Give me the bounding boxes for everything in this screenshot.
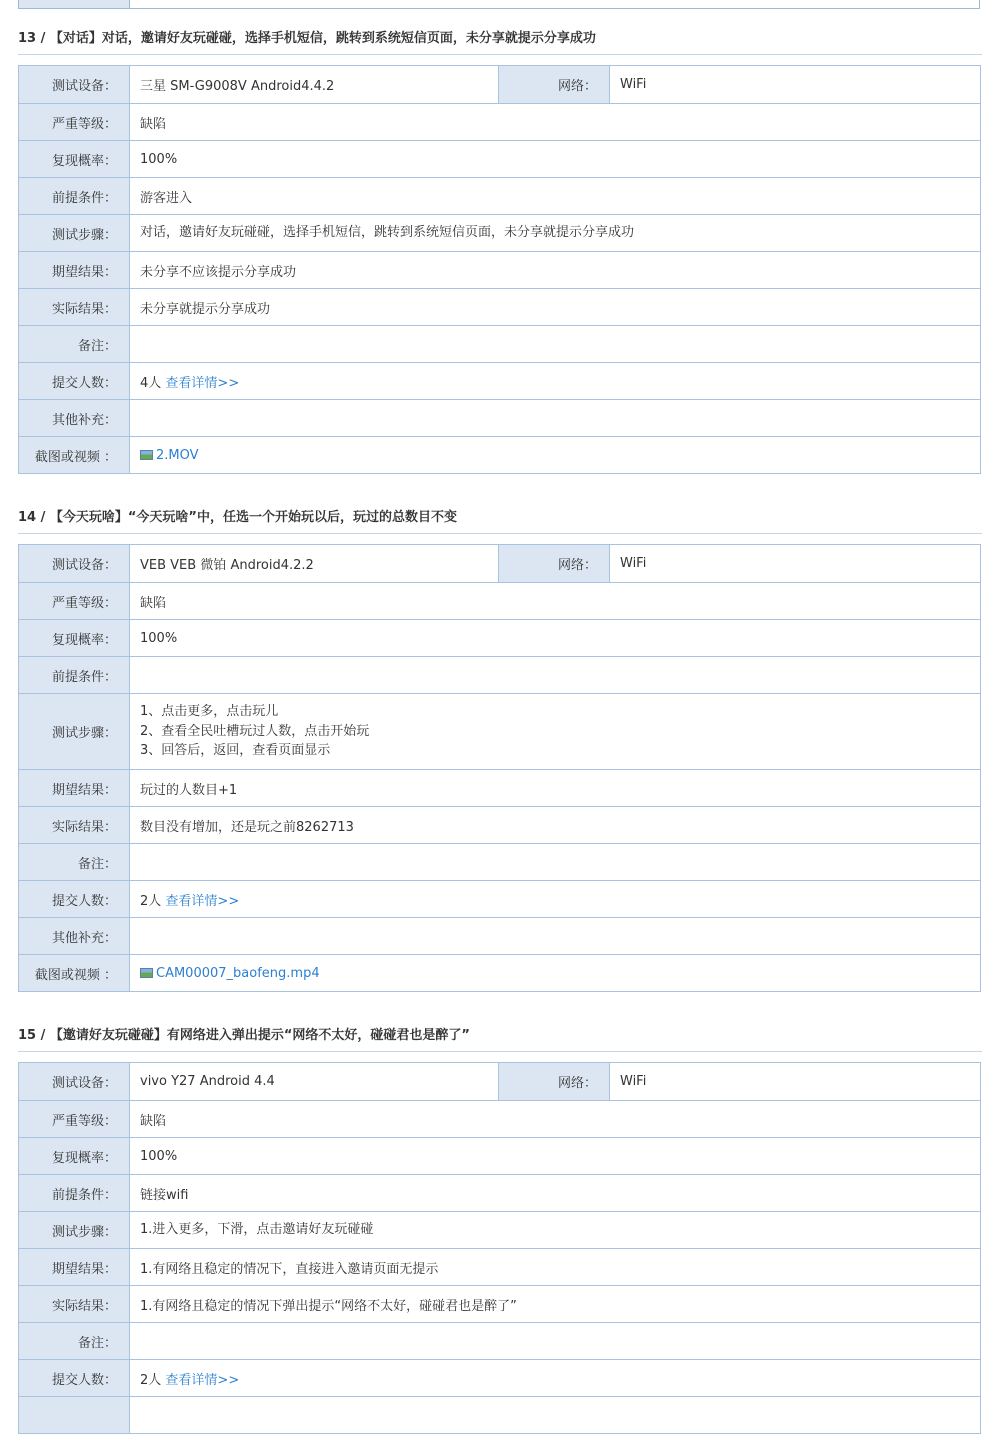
device-value: 三星 SM-G9008V Android4.4.2 — [130, 66, 499, 104]
reproduce-value: 100% — [130, 620, 981, 657]
expected-label: 期望结果： — [19, 252, 130, 289]
image-file-icon — [140, 450, 153, 460]
table-row — [19, 1101, 981, 1138]
steps-value — [130, 694, 981, 770]
actual-label: 实际结果： — [19, 807, 130, 844]
reproduce-value: 100% — [130, 141, 981, 178]
previous-issue-table-end — [18, 0, 980, 9]
step-line: 对话，邀请好友玩碰碰，选择手机短信，跳转到系统短信页面，未分享就提示分享成功 — [140, 225, 635, 241]
reproduce-value: 100% — [130, 1138, 981, 1175]
remark-label: 备注： — [19, 1323, 130, 1360]
reproduce-label: 复现概率： — [19, 620, 130, 657]
table-row — [19, 1397, 981, 1434]
table-row — [19, 363, 981, 400]
network-value: WiFi — [610, 1063, 981, 1101]
device-label: 测试设备： — [19, 1063, 130, 1101]
other-label: 其他补充： — [19, 400, 130, 437]
remark-label: 备注： — [19, 844, 130, 881]
severity-value: 缺陷 — [130, 583, 981, 620]
steps-value — [130, 215, 981, 252]
step-line: 2、查看全民吐槽玩过人数，点击开始玩 — [140, 723, 370, 739]
network-value: WiFi — [610, 66, 981, 104]
expected-label: 期望结果： — [19, 1249, 130, 1286]
table-row — [19, 807, 981, 844]
view-details-link[interactable]: 查看详情>> — [165, 1372, 240, 1388]
submitters-label: 提交人数： — [19, 1360, 130, 1397]
expected-value: 1.有网络且稳定的情况下，直接进入邀请页面无提示 — [130, 1249, 981, 1286]
actual-label: 实际结果： — [19, 1286, 130, 1323]
severity-value: 缺陷 — [130, 1101, 981, 1138]
submitters-cell — [130, 881, 981, 918]
other-label — [19, 1397, 130, 1434]
network-label: 网络： — [499, 1063, 610, 1101]
network-value: WiFi — [610, 545, 981, 583]
remark-value — [130, 326, 981, 363]
image-file-icon — [140, 968, 153, 978]
table-row — [19, 215, 981, 252]
media-cell — [130, 955, 981, 992]
submitters-count: 2人 — [140, 893, 162, 909]
submitters-label: 提交人数： — [19, 363, 130, 400]
other-value — [130, 400, 981, 437]
other-value — [130, 1397, 981, 1434]
precondition-label: 前提条件： — [19, 1175, 130, 1212]
table-row — [19, 104, 981, 141]
network-label: 网络： — [499, 66, 610, 104]
precondition-value: 游客进入 — [130, 178, 981, 215]
table-row — [19, 1063, 981, 1101]
table-row — [19, 400, 981, 437]
media-file-link[interactable]: 2.MOV — [156, 447, 199, 463]
device-value: VEB VEB 微铂 Android4.2.2 — [130, 545, 499, 583]
step-line: 1.进入更多，下滑，点击邀请好友玩碰碰 — [140, 1222, 374, 1238]
remark-value — [130, 844, 981, 881]
table-row — [19, 326, 981, 363]
submitters-label: 提交人数： — [19, 881, 130, 918]
precondition-value: 链接wifi — [130, 1175, 981, 1212]
table-row — [19, 289, 981, 326]
device-label: 测试设备： — [19, 545, 130, 583]
table-row — [19, 1249, 981, 1286]
actual-value: 数目没有增加，还是玩之前8262713 — [130, 807, 981, 844]
submitters-cell — [130, 363, 981, 400]
table-row — [19, 620, 981, 657]
other-label: 其他补充： — [19, 918, 130, 955]
issue-table — [18, 1062, 981, 1434]
severity-label: 严重等级： — [19, 104, 130, 141]
issue-title: 15 / 【邀请好友玩碰碰】有网络进入弹出提示“网络不太好，碰碰君也是醉了” — [18, 1027, 982, 1052]
table-row — [19, 1286, 981, 1323]
expected-value: 未分享不应该提示分享成功 — [130, 252, 981, 289]
remark-value — [130, 1323, 981, 1360]
submitters-count: 4人 — [140, 375, 162, 391]
severity-value: 缺陷 — [130, 104, 981, 141]
reproduce-label: 复现概率： — [19, 141, 130, 178]
table-row — [19, 881, 981, 918]
remark-label: 备注： — [19, 326, 130, 363]
submitters-count: 2人 — [140, 1372, 162, 1388]
actual-value: 未分享就提示分享成功 — [130, 289, 981, 326]
device-value: vivo Y27 Android 4.4 — [130, 1063, 499, 1101]
severity-label: 严重等级： — [19, 1101, 130, 1138]
table-row — [19, 545, 981, 583]
steps-value — [130, 1212, 981, 1249]
issue-title: 13 / 【对话】对话，邀请好友玩碰碰，选择手机短信，跳转到系统短信页面，未分享就提示分享成功 — [18, 30, 982, 55]
other-value — [130, 918, 981, 955]
issue-section-14 — [18, 509, 982, 992]
table-row — [19, 437, 981, 474]
table-row — [19, 918, 981, 955]
actual-value: 1.有网络且稳定的情况下弹出提示“网络不太好，碰碰君也是醉了” — [130, 1286, 981, 1323]
steps-label: 测试步骤： — [19, 694, 130, 770]
media-label: 截图或视频 ： — [19, 437, 130, 474]
step-line: 1、点击更多，点击玩儿 — [140, 704, 279, 720]
expected-label: 期望结果： — [19, 770, 130, 807]
expected-value: 玩过的人数目+1 — [130, 770, 981, 807]
media-cell — [130, 437, 981, 474]
table-row — [19, 1360, 981, 1397]
issue-table — [18, 544, 981, 992]
table-row — [19, 583, 981, 620]
issue-section-15 — [18, 1027, 982, 1434]
reproduce-label: 复现概率： — [19, 1138, 130, 1175]
submitters-cell — [130, 1360, 981, 1397]
table-row — [19, 66, 981, 104]
precondition-label: 前提条件： — [19, 178, 130, 215]
media-label: 截图或视频 ： — [19, 955, 130, 992]
table-row — [19, 1175, 981, 1212]
table-row — [19, 1323, 981, 1360]
table-row — [19, 657, 981, 694]
severity-label: 严重等级： — [19, 583, 130, 620]
issue-table — [18, 65, 981, 474]
table-row — [19, 694, 981, 770]
table-row — [19, 770, 981, 807]
steps-label: 测试步骤： — [19, 215, 130, 252]
table-row — [19, 178, 981, 215]
issue-section-13 — [18, 30, 982, 474]
issue-title: 14 / 【今天玩啥】“今天玩啥”中，任选一个开始玩以后，玩过的总数目不变 — [18, 509, 982, 534]
table-row — [19, 252, 981, 289]
actual-label: 实际结果： — [19, 289, 130, 326]
media-file-link[interactable]: CAM00007_baofeng.mp4 — [156, 965, 320, 981]
network-label: 网络： — [499, 545, 610, 583]
step-line: 3、回答后，返回，查看页面显示 — [140, 743, 331, 759]
table-row — [19, 955, 981, 992]
table-row — [19, 1138, 981, 1175]
view-details-link[interactable]: 查看详情>> — [165, 375, 240, 391]
view-details-link[interactable]: 查看详情>> — [165, 893, 240, 909]
steps-label: 测试步骤： — [19, 1212, 130, 1249]
precondition-value — [130, 657, 981, 694]
precondition-label: 前提条件： — [19, 657, 130, 694]
table-row — [19, 844, 981, 881]
device-label: 测试设备： — [19, 66, 130, 104]
table-row — [19, 141, 981, 178]
table-row — [19, 1212, 981, 1249]
